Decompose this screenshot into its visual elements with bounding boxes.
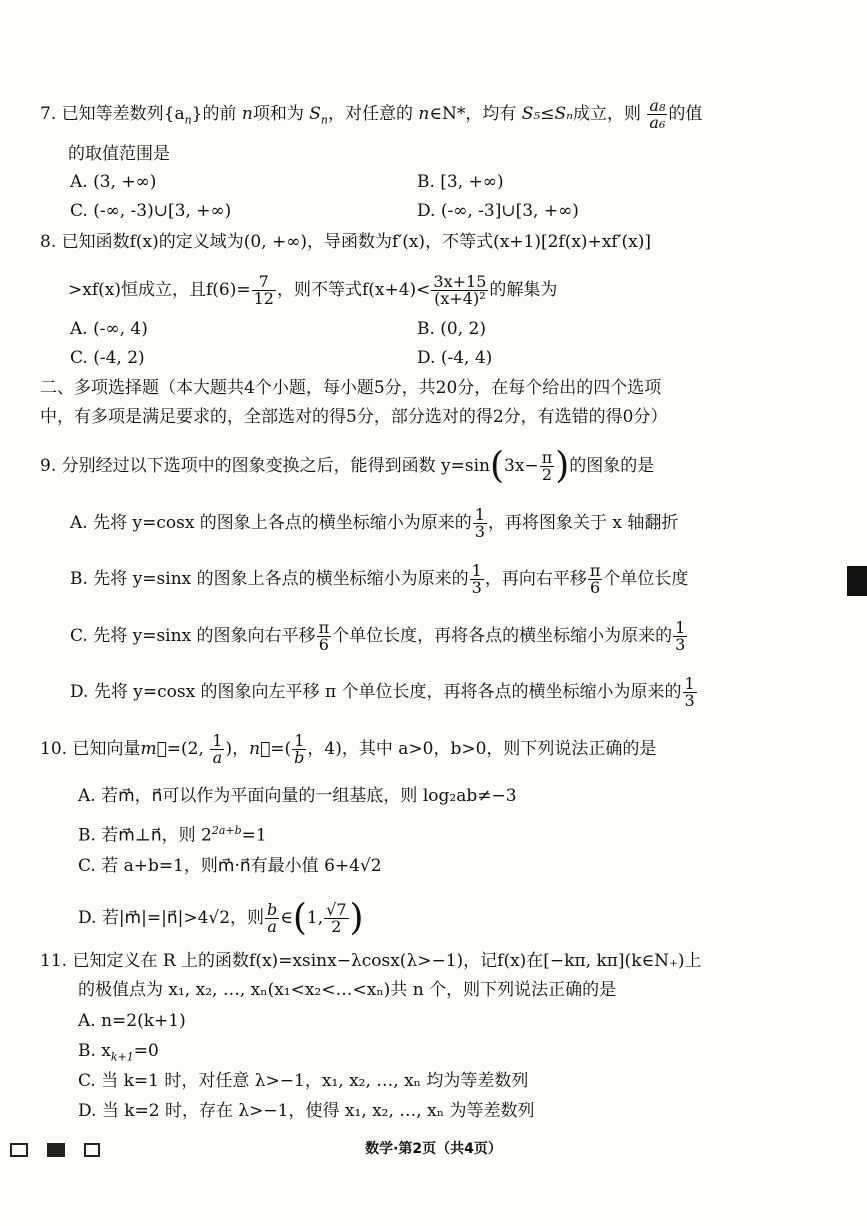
fraction-1-3: $\frac{1}{3}$: [684, 674, 695, 710]
q8-option-d: D. (-4, 4): [417, 348, 493, 368]
fraction-pi-2: $\frac{\pi}{2}$: [541, 448, 553, 484]
q11-stem-line1: 11. 已知定义在 R 上的函数f(x)=xsinx−λcosx(λ>−1)，记f(x)在[−kπ, kπ](k∈N₊)上: [40, 951, 702, 971]
q10-option-d: D. 若|m⃗|=|n⃗|>4√2，则 $\frac{b}{a}$ ∈(1, $\frac{√7}{2}$ ): [78, 897, 364, 939]
fraction-7-12: $\frac{7}{12}$: [253, 272, 274, 308]
q10-option-a: A. 若m⃗，n⃗可以作为平面向量的一组基底，则 log₂ab≠−3: [78, 786, 517, 806]
q9-option-b: B. 先将 y=sinx 的图象上各点的横坐标缩小为原来的 $\frac{1}{3}$ ，再向右平移 $\frac{\pi}{6}$ 个单位长度: [70, 561, 689, 597]
fraction-1-b: $\frac{1}{b}$: [294, 731, 305, 767]
q9-option-d: D. 先将 y=cosx 的图象向左平移 π 个单位长度，再将各点的横坐标缩小为原来的 $\frac{1}{3}$: [70, 674, 695, 710]
fraction-3x15: $\frac{3x+15}{\text{(x+4)²}}$: [433, 272, 487, 308]
fraction-pi-6: $\frac{\pi}{6}$: [589, 561, 601, 597]
q11-option-a: A. n=2(k+1): [78, 1011, 186, 1031]
q10-stem: 10. 已知向量m⃗=(2, $\frac{1}{a}$ )，n⃗=( $\frac{1}{b}$ ，4)，其中 a>0，b>0，则下列说法正确的是: [40, 731, 657, 767]
q7-option-c: C. (-∞, -3)∪[3, +∞): [70, 201, 232, 221]
q10-option-c: C. 若 a+b=1，则m⃗·n⃗有最小值 6+4√2: [78, 856, 382, 876]
fraction-1-a: $\frac{1}{a}$: [212, 731, 223, 767]
q7-stem: 7. 已知等差数列$\{a_n\}$的前 n项和为 $S_n$，对任意的 n∈N*，均有 S₅≤Sₙ成立，则 $\frac{\text{a₈}}{\text{a₆}}$ 的值: [40, 96, 703, 132]
q8-option-b: B. (0, 2): [417, 319, 487, 339]
fraction-1-3: $\frac{1}{3}$: [474, 505, 485, 541]
fraction-1-3: $\frac{1}{3}$: [471, 561, 482, 597]
q9-option-a: A. 先将 y=cosx 的图象上各点的横坐标缩小为原来的 $\frac{1}{3}$ ，再将图象关于 x 轴翻折: [70, 505, 679, 541]
q10-option-b: B. 若m⃗⊥n⃗，则 $2^{2a+b}=1$: [78, 824, 267, 846]
fraction-pi-6: $\frac{\pi}{6}$: [318, 618, 330, 654]
page-edge-tab: [847, 566, 867, 596]
q8-stem-line2: >xf(x)恒成立，且f(6)= $\frac{7}{12}$ ，则不等式f(x+4)< $\frac{3x+15}{\text{(x+4)²}}$ 的解集为: [68, 272, 558, 308]
fraction-a8-a6: $\frac{\text{a₈}}{\text{a₆}}$: [649, 96, 666, 132]
q7-option-d: D. (-∞, -3]∪[3, +∞): [417, 201, 579, 221]
q9-option-c: C. 先将 y=sinx 的图象向右平移 $\frac{\pi}{6}$ 个单位长度，再将各点的横坐标缩小为原来的 $\frac{1}{3}$: [70, 618, 686, 654]
q11-stem-line2: 的极值点为 x₁, x₂, …, xₙ(x₁<x₂<…<xₙ)共 n 个，则下列说法正确的是: [78, 980, 617, 1000]
page-footer: 数学·第2页（共4页）: [365, 1141, 502, 1157]
q11-option-c: C. 当 k=1 时，对任意 λ>−1，x₁, x₂, …, xₙ 均为等差数列: [78, 1071, 529, 1091]
q7-stem-line2: 的取值范围是: [68, 144, 170, 164]
fraction-b-a: $\frac{b}{a}$: [267, 900, 278, 936]
q11-option-b: B. $x_{k+1}=0$: [78, 1041, 159, 1064]
section-heading-line1: 二、多项选择题（本大题共4个小题，每小题5分，共20分，在每个给出的四个选项: [40, 378, 662, 398]
q9-stem: 9. 分别经过以下选项中的图象变换之后，能得到函数 y=sin(3x− $\frac{\pi}{2}$ )的图象的是: [40, 445, 655, 487]
q7-option-a: A. (3, +∞): [70, 172, 157, 192]
q7-option-b: B. [3, +∞): [417, 172, 504, 192]
q11-option-d: D. 当 k=2 时，存在 λ>−1，使得 x₁, x₂, …, xₙ 为等差数列: [78, 1101, 535, 1121]
q8-option-c: C. (-4, 2): [70, 348, 145, 368]
q8-stem-line1: 8. 已知函数f(x)的定义域为(0, +∞)，导函数为f′(x)，不等式(x+1)[2f(x)+xf′(x)]: [40, 232, 652, 252]
section-heading-line2: 中，有多项是满足要求的，全部选对的得5分，部分选对的得2分，有选错的得0分）: [40, 407, 668, 427]
fraction-1-3: $\frac{1}{3}$: [675, 618, 686, 654]
fraction-root7-2: $\frac{√7}{2}$: [326, 900, 347, 936]
q8-option-a: A. (-∞, 4): [70, 319, 148, 339]
